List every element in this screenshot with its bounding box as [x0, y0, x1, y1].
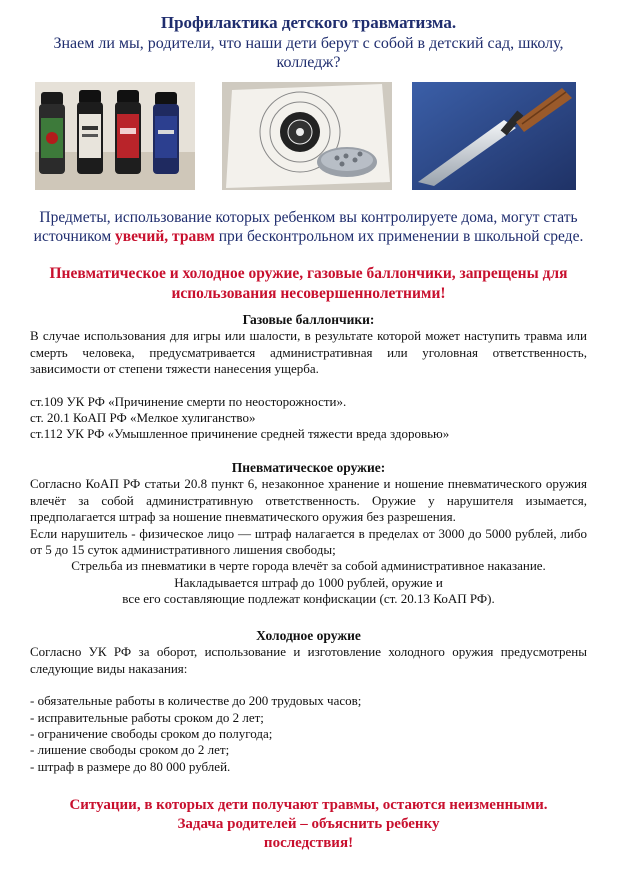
- cold-heading: Холодное оружие: [256, 628, 361, 643]
- intro-text: Предметы, использование которых ребенком вы контролируете дома, могут стать источником: [33, 209, 578, 245]
- final-line-3: последствия!: [263, 835, 354, 851]
- knife-image: [412, 82, 576, 190]
- gas-canisters-image: [35, 82, 195, 190]
- pneumatic-center-1: Стрельба из пневматики в черте города влечёт за собой административное наказание.: [71, 558, 546, 574]
- photo-gas-canisters: [35, 82, 195, 190]
- cold-item-1: - обязательные работы в количестве до 200 трудовых часов;: [30, 693, 362, 709]
- intro-highlight-traumas: травм: [172, 228, 215, 245]
- cold-item-5: - штраф в размере до 80 000 рублей.: [30, 758, 231, 774]
- intro-text-end: при бесконтрольном их применении в школьной среде.: [214, 228, 584, 245]
- gas-text: В случае использования для игры или шалости, в результате которой может наступить травма или смерть человека, предусматривается административная или уголовная ответственность, зависимости от степени тяжести нанесения ущерба.: [30, 328, 587, 377]
- final-line-2: Задача родителей – объяснить ребенку: [177, 816, 440, 832]
- cold-item-2: - исправительные работы сроком до 2 лет;: [30, 709, 264, 725]
- gas-law-3: ст.112 УК РФ «Умышленное причинение средней тяжести вреда здоровью»: [30, 426, 450, 442]
- page-title: Профилактика детского травматизма.: [160, 13, 457, 32]
- cold-text: Согласно УК РФ за оборот, использование и изготовление холодного оружия предусмотрены следующие виды наказания:: [30, 644, 587, 676]
- pneumatic-text-1: Согласно КоАП РФ статьи 20.8 пункт 6, незаконное хранение и ношение пневматического оружия влечёт за собой административную ответственность. Оружие у нарушителя изымается, предполагается штраф за ношение пневматического оружия без разрешения.: [30, 476, 587, 525]
- final-line-1: Ситуации, в которых дети получают травмы, остаются неизменными.: [69, 797, 548, 813]
- gas-heading: Газовые баллончики:: [242, 312, 375, 327]
- pneumatic-center-3: все его составляющие подлежат конфискации (ст. 20.13 КоАП РФ).: [122, 591, 495, 607]
- cold-item-4: - лишение свободы сроком до 2 лет;: [30, 742, 230, 758]
- gas-law-2: ст. 20.1 КоАП РФ «Мелкое хулиганство»: [30, 410, 256, 426]
- photo-strip: [0, 82, 617, 192]
- pneumatic-center-2: Накладывается штраф до 1000 рублей, оружие и: [174, 574, 443, 590]
- gas-law-1: ст.109 УК РФ «Причинение смерти по неосторожности».: [30, 393, 347, 409]
- cold-item-3: - ограничение свободы сроком до полугода;: [30, 726, 273, 742]
- target-pellets-image: [222, 82, 392, 190]
- gas-section: [30, 312, 587, 443]
- pneumatic-section: [30, 460, 587, 608]
- warning-banner: Пневматическое и холодное оружие, газовые баллончики, запрещены для использования несовершеннолетними!: [49, 265, 568, 302]
- page-subtitle: Знаем ли мы, родители, что наши дети берут с собой в детский сад, школу, колледж?: [53, 35, 564, 71]
- intro-paragraph: [30, 208, 587, 246]
- pneumatic-text-2: Если нарушитель - физическое лицо — штраф налагается в пределах от 3000 до 5000 рублей, либо от 5 до 15 суток административного лишения свободы;: [30, 525, 587, 558]
- photo-air-gun-target: [222, 82, 392, 190]
- intro-highlight-injuries: увечий: [115, 228, 165, 245]
- pneumatic-heading: Пневматическое оружие:: [231, 460, 386, 475]
- final-message: [20, 796, 597, 853]
- cold-weapon-section: [30, 628, 587, 775]
- photo-knife: [412, 82, 576, 190]
- intro-comma: ,: [164, 228, 173, 245]
